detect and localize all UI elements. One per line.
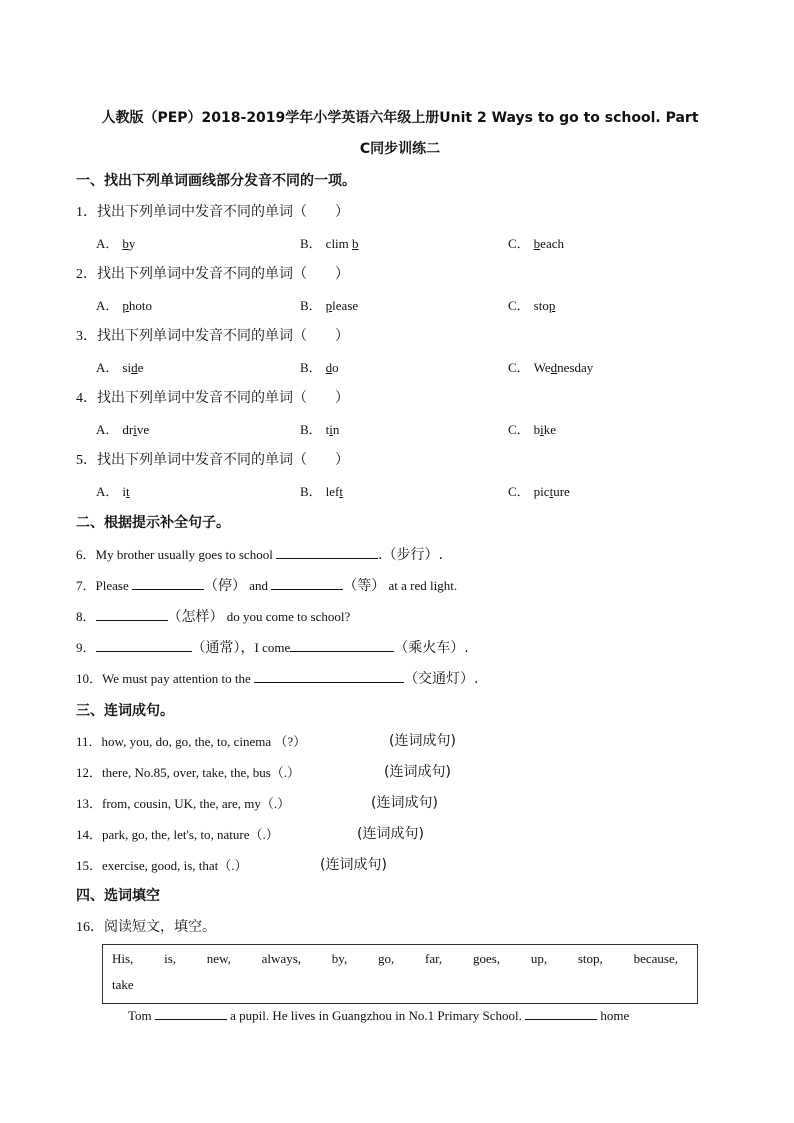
option-label: A． — [96, 236, 119, 251]
option-label: C． — [508, 360, 530, 375]
question-number: 5． — [76, 453, 97, 468]
underlined-letters: t — [126, 484, 130, 499]
question-text: We must pay attention to the — [102, 671, 255, 686]
option-post: lease — [332, 298, 359, 313]
underlined-letters: p — [548, 298, 556, 313]
word-bank-box — [102, 944, 698, 1004]
question-number: 13． — [76, 796, 103, 811]
question-number: 2． — [76, 267, 97, 282]
option-post: e — [137, 360, 144, 375]
option-pre: si — [122, 360, 132, 375]
option-post: nesday — [557, 360, 594, 375]
word-bank-row — [112, 951, 678, 967]
word-bank-word: by, — [331, 951, 348, 966]
underlined-letters: p — [325, 298, 333, 313]
question-7 — [76, 575, 457, 595]
answer-blank[interactable] — [96, 608, 168, 621]
option-c[interactable] — [508, 481, 570, 500]
option-label: C． — [508, 236, 530, 251]
question-text: 找出下列单词中发音不同的单词（ ） — [97, 390, 349, 406]
option-pre: We — [533, 360, 551, 375]
phonics-question-3 — [76, 325, 349, 345]
option-pre: clim — [325, 236, 353, 251]
hint-text: .（步行）. — [378, 547, 443, 563]
question-8 — [76, 606, 350, 626]
word-bank-word: always, — [261, 951, 302, 966]
underlined-letters: p — [122, 298, 129, 313]
option-b[interactable] — [300, 357, 339, 376]
phonics-question-1 — [76, 201, 349, 221]
section-4-heading: 四、选词填空 — [76, 888, 160, 904]
hint-text: （乘火车）. — [394, 640, 469, 656]
option-label: C． — [508, 484, 530, 499]
question-number: 3． — [76, 329, 97, 344]
question-text: 阅读短文，填空。 — [104, 919, 216, 935]
option-a[interactable] — [96, 295, 152, 314]
question-number: 1． — [76, 205, 97, 220]
option-pre: dr — [122, 422, 134, 437]
underlined-letters: i — [329, 422, 333, 437]
passage-text: home — [597, 1008, 630, 1023]
option-label: B． — [300, 484, 322, 499]
option-pre: sto — [533, 298, 549, 313]
question-text: do you come to school? — [223, 609, 351, 624]
question-text: 找出下列单词中发音不同的单词（ ） — [97, 266, 349, 282]
option-c[interactable] — [508, 419, 556, 438]
option-post: y — [128, 236, 136, 251]
underlined-letters: d — [325, 360, 333, 375]
answer-blank[interactable] — [254, 670, 404, 683]
question-number: 7． — [76, 578, 96, 593]
hint-text: （交通灯）. — [404, 671, 479, 687]
question-15 — [76, 855, 248, 874]
question-text: Please — [95, 578, 132, 593]
question-number: 6． — [76, 547, 96, 562]
question-number: 8． — [76, 609, 96, 624]
reading-passage — [128, 1007, 629, 1024]
option-label: A． — [96, 298, 119, 313]
scrambled-words: exercise, good, is, that（.） — [102, 858, 248, 873]
instruction-tag: (连词成句) — [384, 764, 451, 780]
instruction-tag: (连词成句) — [357, 826, 424, 842]
option-post: ke — [543, 422, 557, 437]
underlined-letters: t — [549, 484, 554, 499]
option-pre: pic — [533, 484, 550, 499]
worksheet-title-line1: 人教版（PEP）2018-2019学年小学英语六年级上册Unit 2 Ways to go to school. Part — [101, 110, 699, 126]
hint-text: （停） — [203, 578, 246, 594]
word-bank-word: take — [112, 977, 134, 992]
option-pre: lef — [325, 484, 340, 499]
option-label: A． — [96, 422, 119, 437]
answer-blank[interactable] — [525, 1007, 597, 1020]
section-3-heading: 三、连词成句。 — [76, 703, 174, 719]
hint-text: （通常）， — [191, 640, 255, 656]
word-bank-word: go, — [377, 951, 395, 966]
answer-blank[interactable] — [96, 639, 192, 652]
option-b[interactable] — [300, 233, 359, 252]
question-number: 16． — [76, 920, 104, 935]
question-number: 4． — [76, 391, 97, 406]
question-text: My brother usually goes to school — [95, 547, 277, 562]
section-2-heading: 二、根据提示补全句子。 — [76, 515, 230, 531]
underlined-letters: b — [533, 236, 541, 251]
option-a[interactable] — [96, 357, 143, 376]
question-13 — [76, 793, 290, 812]
phonics-question-5 — [76, 449, 349, 469]
instruction-tag: (连词成句) — [371, 795, 438, 811]
option-c[interactable] — [508, 357, 593, 376]
option-pre: b — [533, 422, 541, 437]
passage-text: Tom — [128, 1008, 155, 1023]
question-text: 找出下列单词中发音不同的单词（ ） — [97, 204, 349, 220]
option-pre: i — [122, 484, 127, 499]
question-text: at a red light. — [385, 578, 458, 593]
instruction-tag: (连词成句) — [320, 857, 387, 873]
option-a[interactable] — [96, 419, 149, 438]
question-6 — [76, 544, 443, 564]
word-bank-word: because, — [633, 951, 678, 966]
question-10 — [76, 668, 479, 688]
question-14 — [76, 824, 279, 843]
option-post: hoto — [128, 298, 153, 313]
word-bank-word: His, — [112, 951, 134, 966]
option-label: B． — [300, 422, 322, 437]
answer-blank[interactable] — [276, 546, 378, 559]
worksheet-title-line2: C同步训练二 — [359, 141, 441, 157]
instruction-tag: (连词成句) — [389, 733, 456, 749]
option-a[interactable] — [96, 233, 135, 252]
phonics-question-4 — [76, 387, 349, 407]
question-16 — [76, 916, 216, 936]
question-number: 15． — [76, 858, 103, 873]
hint-text: （怎样） — [167, 609, 224, 625]
answer-blank[interactable] — [155, 1007, 227, 1020]
option-pre: t — [325, 422, 330, 437]
scrambled-words: there, No.85, over, take, the, bus（.） — [102, 765, 301, 780]
option-label: C． — [508, 298, 530, 313]
scrambled-words: how, you, do, go, the, to, cinema （?） — [101, 734, 307, 749]
answer-blank[interactable] — [290, 639, 394, 652]
passage-text: a pupil. He lives in Guangzhou in No.1 Primary School. — [226, 1008, 526, 1023]
word-bank-word: is, — [164, 951, 177, 966]
word-bank-word: goes, — [472, 951, 501, 966]
answer-blank[interactable] — [132, 577, 204, 590]
underlined-letters: i — [133, 422, 137, 437]
option-post: o — [332, 360, 339, 375]
option-label: A． — [96, 360, 119, 375]
option-b[interactable] — [300, 481, 343, 500]
option-c[interactable] — [508, 233, 564, 252]
section-1-heading: 一、找出下列单词画线部分发音不同的一项。 — [76, 173, 356, 189]
word-bank-word: stop, — [577, 951, 603, 966]
underlined-letters: i — [540, 422, 544, 437]
option-label: C． — [508, 422, 530, 437]
option-post: each — [540, 236, 564, 251]
answer-blank[interactable] — [271, 577, 343, 590]
option-label: B． — [300, 298, 322, 313]
underlined-letters: b — [122, 236, 129, 251]
question-12 — [76, 762, 300, 781]
option-label: A． — [96, 484, 119, 499]
option-label: B． — [300, 360, 322, 375]
question-number: 9． — [76, 640, 96, 655]
option-b[interactable] — [300, 295, 358, 314]
option-label: B． — [300, 236, 322, 251]
question-11 — [76, 731, 306, 750]
option-post: ure — [553, 484, 570, 499]
question-text: 找出下列单词中发音不同的单词（ ） — [97, 328, 349, 344]
option-post: ve — [136, 422, 150, 437]
question-text: I come — [254, 640, 291, 655]
question-number: 14． — [76, 827, 103, 842]
scrambled-words: from, cousin, UK, the, are, my（.） — [102, 796, 291, 811]
option-b[interactable] — [300, 419, 339, 438]
underlined-letters: d — [550, 360, 558, 375]
option-post: n — [332, 422, 340, 437]
underlined-letters: d — [131, 360, 138, 375]
phonics-question-2 — [76, 263, 349, 283]
question-number: 12． — [76, 765, 103, 780]
underlined-letters: b — [352, 236, 359, 251]
hint-text: （等） — [343, 578, 386, 594]
question-number: 10． — [76, 671, 103, 686]
scrambled-words: park, go, the, let's, to, nature（.） — [102, 827, 279, 842]
word-bank-word: up, — [530, 951, 548, 966]
word-bank-word: new, — [206, 951, 231, 966]
word-bank-word: far, — [425, 951, 443, 966]
question-text: 找出下列单词中发音不同的单词（ ） — [97, 452, 349, 468]
option-a[interactable] — [96, 481, 130, 500]
option-c[interactable] — [508, 295, 555, 314]
underlined-letters: t — [339, 484, 344, 499]
question-9 — [76, 637, 469, 657]
question-text: and — [245, 578, 272, 593]
question-number: 11． — [76, 734, 102, 749]
